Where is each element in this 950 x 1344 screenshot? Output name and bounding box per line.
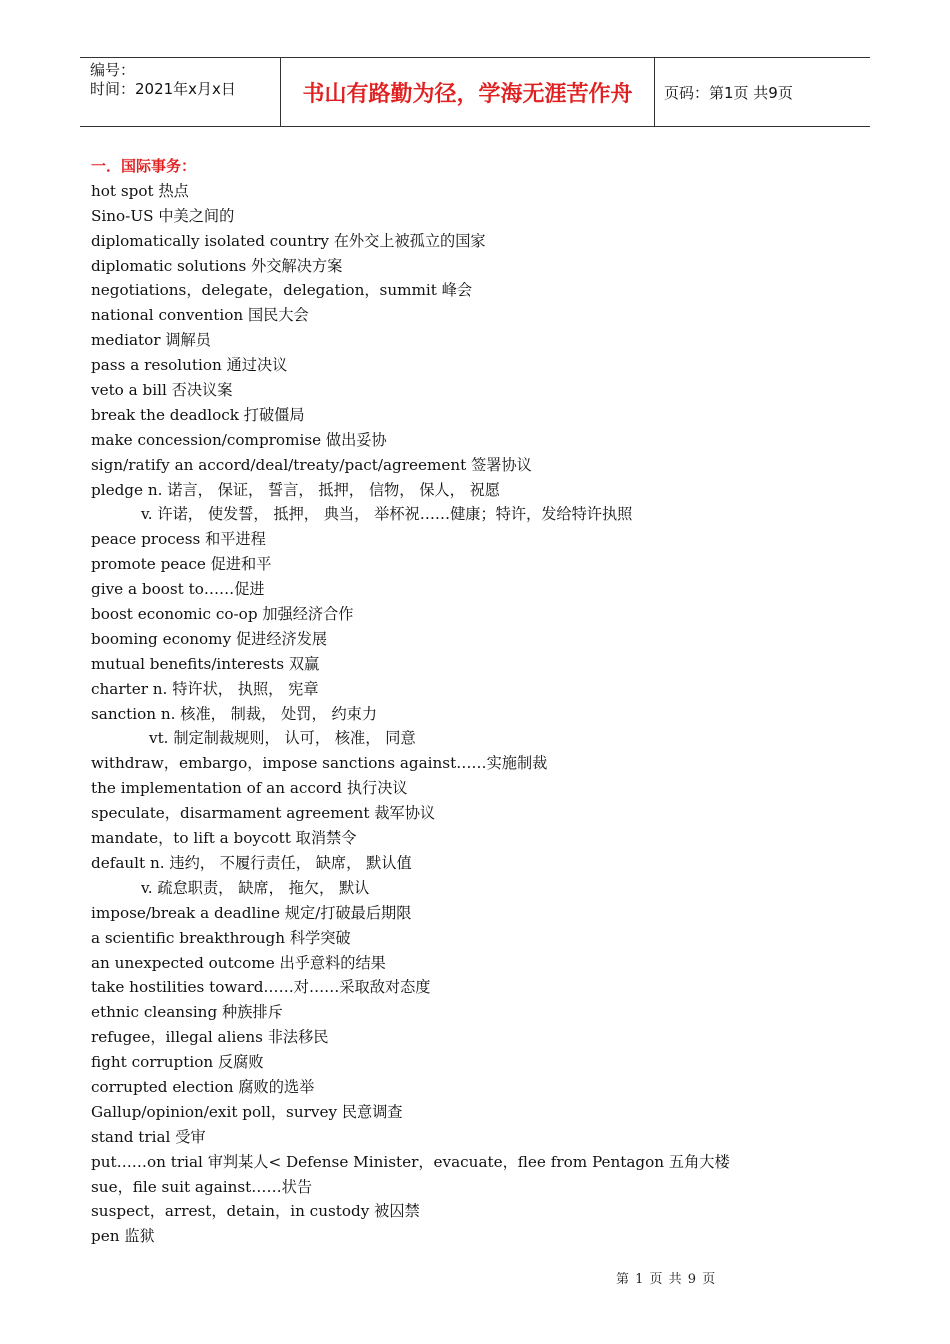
- vocab-line: diplomatic solutions 外交解决方案: [91, 256, 343, 275]
- page-footer: 第 1 页 共 9 页: [616, 1272, 717, 1287]
- vocab-line: make concession/compromise 做出妥协: [91, 430, 387, 449]
- vocab-line: the implementation of an accord 执行决议: [91, 779, 408, 798]
- header-meta: [80, 58, 281, 126]
- header-motto: 书山有路勤为径，学海无涯苦作舟: [302, 81, 633, 107]
- vocab-line: sign/ratify an accord/deal/treaty/pact/agreement 签署协议: [91, 455, 532, 474]
- vocab-line: sanction n. 核准， 制裁， 处罚， 约束力: [91, 704, 378, 723]
- vocab-line: withdraw，embargo，impose sanctions against……实施制裁: [91, 754, 548, 773]
- vocab-line: peace process 和平进程: [91, 530, 266, 549]
- vocab-line: suspect，arrest，detain，in custody 被囚禁: [91, 1202, 420, 1221]
- vocab-line: take hostilities toward……对……采取敌对态度: [91, 978, 431, 997]
- vocab-line: pass a resolution 通过决议: [91, 356, 288, 375]
- vocab-line: refugee，illegal aliens 非法移民: [91, 1028, 329, 1047]
- vocab-line: v. 许诺， 使发誓， 抵押， 典当， 举杯祝……健康；特许，发给特许执照: [141, 505, 633, 524]
- vocab-line: mutual benefits/interests 双赢: [91, 654, 320, 673]
- header-motto-cell: [281, 58, 655, 126]
- document-time-label: 时间：2021年x月x日: [90, 80, 236, 98]
- vocab-line: promote peace 促进和平: [91, 555, 272, 574]
- vocab-line: mandate，to lift a boycott 取消禁令: [91, 829, 357, 848]
- vocab-line: Sino-US 中美之间的: [91, 206, 235, 225]
- vocab-line: put……on trial 审判某人< Defense Minister，evacuate，flee from Pentagon 五角大楼: [91, 1152, 730, 1171]
- vocab-line: vt. 制定制裁规则， 认可， 核准， 同意: [149, 729, 416, 748]
- vocab-line: pledge n. 诺言， 保证， 誓言， 抵押， 信物， 保人， 祝愿: [91, 480, 500, 499]
- document-body: [91, 154, 911, 1249]
- vocab-line: corrupted election 腐败的选举: [91, 1077, 315, 1096]
- vocab-line: booming economy 促进经济发展: [91, 629, 328, 648]
- vocab-line: boost economic co-op 加强经济合作: [91, 605, 354, 624]
- vocab-line: break the deadlock 打破僵局: [91, 405, 305, 424]
- vocab-line: hot spot 热点: [91, 181, 189, 200]
- vocab-line: ethnic cleansing 种族排斥: [91, 1003, 283, 1022]
- header-page-info-cell: [655, 58, 870, 126]
- vocab-line: default n. 违约， 不履行责任， 缺席， 默认值: [91, 853, 412, 872]
- vocab-line: a scientific breakthrough 科学突破: [91, 928, 351, 947]
- vocab-line: an unexpected outcome 出乎意料的结果: [91, 953, 386, 972]
- document-header: [80, 57, 870, 127]
- vocab-line: Gallup/opinion/exit poll，survey 民意调查: [91, 1102, 403, 1121]
- header-page-info: 页码：第1页 共9页: [664, 83, 793, 102]
- vocab-line: v. 疏怠职责， 缺席， 拖欠， 默认: [141, 878, 370, 897]
- vocab-line: impose/break a deadline 规定/打破最后期限: [91, 903, 412, 922]
- section-heading: 一．国际事务：: [91, 157, 197, 175]
- vocab-line: negotiations，delegate，delegation，summit 峰会: [91, 281, 473, 300]
- vocab-line: give a boost to……促进: [91, 580, 265, 599]
- vocab-line: pen 监狱: [91, 1227, 155, 1246]
- vocab-line: national convention 国民大会: [91, 306, 309, 325]
- vocab-line: mediator 调解员: [91, 331, 211, 350]
- document-number-label: 编号：: [90, 61, 136, 79]
- vocab-line: diplomatically isolated country 在外交上被孤立的国家: [91, 231, 486, 250]
- vocab-line: charter n. 特许状， 执照， 宪章: [91, 679, 319, 698]
- vocabulary-list: [91, 179, 911, 1249]
- vocab-line: sue，file suit against……状告: [91, 1177, 313, 1196]
- vocab-line: speculate，disarmament agreement 裁军协议: [91, 804, 436, 823]
- vocab-line: stand trial 受审: [91, 1127, 206, 1146]
- vocab-line: veto a bill 否决议案: [91, 381, 233, 400]
- vocab-line: fight corruption 反腐败: [91, 1053, 264, 1072]
